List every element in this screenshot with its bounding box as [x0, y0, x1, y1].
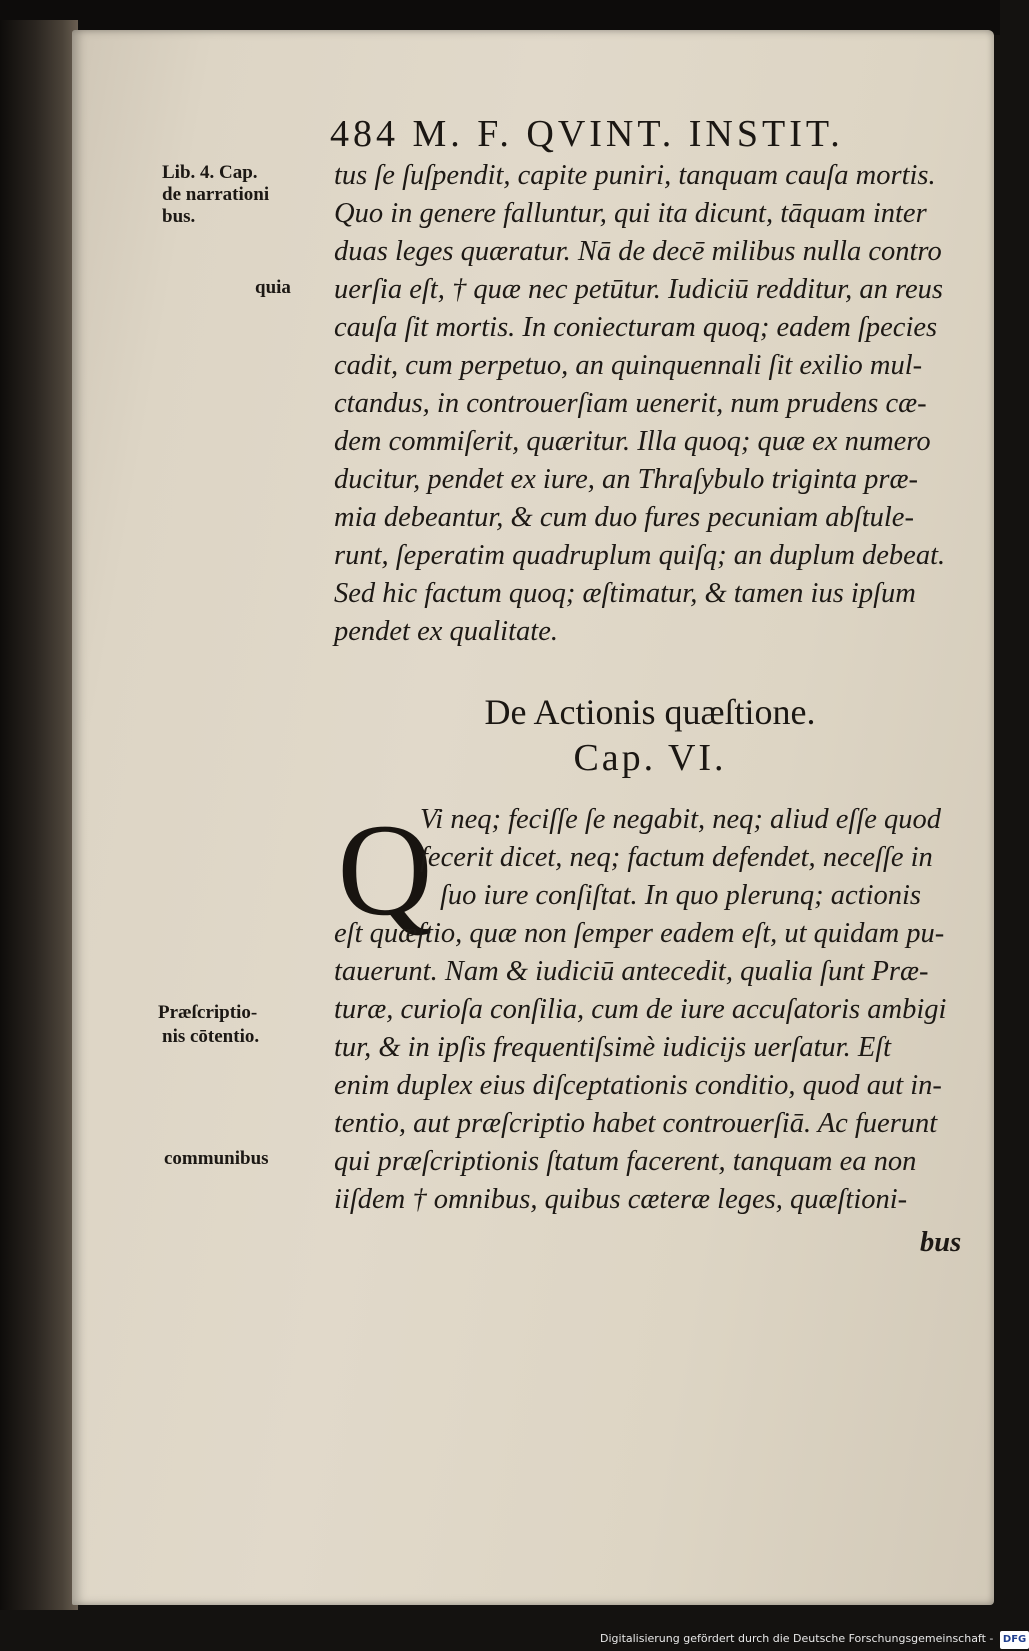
body-line: ctandus, in controuerſiam uenerit, num prudens cæ-: [334, 388, 927, 419]
body-line: cauſa ſit mortis. In coniecturam quoq; eadem ſpecies: [334, 312, 938, 343]
body-line: Quo in genere falluntur, qui ita dicunt, tāquam inter: [334, 198, 927, 229]
body-line: pendet ex qualitate.: [334, 616, 558, 647]
body-line: mia debeantur, & cum duo fures pecuniam abſtule-: [334, 502, 914, 533]
margin-note-contentio: nis cōtentio.: [162, 1026, 260, 1047]
margin-note-lib: Lib. 4. Cap.: [162, 162, 258, 183]
body-line: fecerit dicet, neq; factum defendet, neceſſe in: [420, 842, 933, 873]
body-line: tus ſe ſuſpendit, capite puniri, tanquam cauſa mortis.: [334, 160, 936, 191]
body-line: Sed hic factum quoq; æſtimatur, & tamen ius ipſum: [334, 578, 916, 609]
catchword: bus: [920, 1227, 962, 1258]
section-heading: De Actionis quæſtione.: [484, 692, 816, 732]
body-line: duas leges quæratur. Nā de decē milibus nulla contro: [334, 236, 942, 267]
margin-note-communibus: communibus: [164, 1148, 269, 1169]
body-line: Vi neq; feciſſe ſe negabit, neq; aliud eſſe quod: [420, 804, 942, 835]
body-line: uerſia eſt, † quæ nec petūtur. Iudiciū redditur, an reus: [334, 274, 943, 305]
chapter-heading: Cap. VI.: [573, 737, 727, 779]
running-head: 484 M. F. QVINT. INSTIT.: [330, 113, 844, 155]
credit-text: Digitalisierung gefördert durch die Deutsche Forschungsgemeinschaft -: [600, 1632, 994, 1645]
margin-note-quia: quia: [255, 277, 291, 298]
body-line: ducitur, pendet ex iure, an Thraſybulo triginta præ-: [334, 464, 918, 495]
body-line: enim duplex eius diſceptationis conditio, quod aut in-: [334, 1070, 942, 1101]
body-line: runt, ſeperatim quadruplum quiſq; an duplum debeat.: [334, 540, 946, 571]
digitization-credit: [600, 1630, 1027, 1648]
body-line: tentio, aut præſcriptio habet controuerſiā. Ac fuerunt: [334, 1108, 938, 1139]
body-line: tur, & in ipſis frequentiſsimè iudicijs uerſatur. Eſt: [334, 1032, 892, 1063]
drop-cap-initial: Q: [337, 796, 433, 943]
body-line: eſt quæſtio, quæ non ſemper eadem eſt, ut quidam pu-: [334, 918, 945, 949]
body-line: cadit, cum perpetuo, an quinquennali ſit exilio mul-: [334, 350, 923, 381]
body-line: turæ, curioſa conſilia, cum de iure accuſatoris ambigi: [334, 994, 947, 1025]
margin-note-bus: bus.: [162, 206, 196, 227]
margin-note-praescriptio: Præſcriptio-: [158, 1002, 258, 1023]
body-line: qui præſcriptionis ſtatum facerent, tanquam ea non: [334, 1146, 917, 1177]
body-line: tauerunt. Nam & iudiciū antecedit, qualia ſunt Præ-: [334, 956, 929, 987]
margin-note-narrationi: de narrationi: [162, 184, 270, 205]
body-line: dem commiſerit, quæritur. Illa quoq; quæ ex numero: [334, 426, 931, 457]
dfg-logo: DFG: [1000, 1631, 1029, 1649]
body-line: ſuo iure conſiſtat. In quo plerunq; actionis: [440, 880, 922, 911]
book-spine: [0, 20, 78, 1610]
body-line: iiſdem † omnibus, quibus cæteræ leges, quæſtioni-: [334, 1184, 908, 1215]
